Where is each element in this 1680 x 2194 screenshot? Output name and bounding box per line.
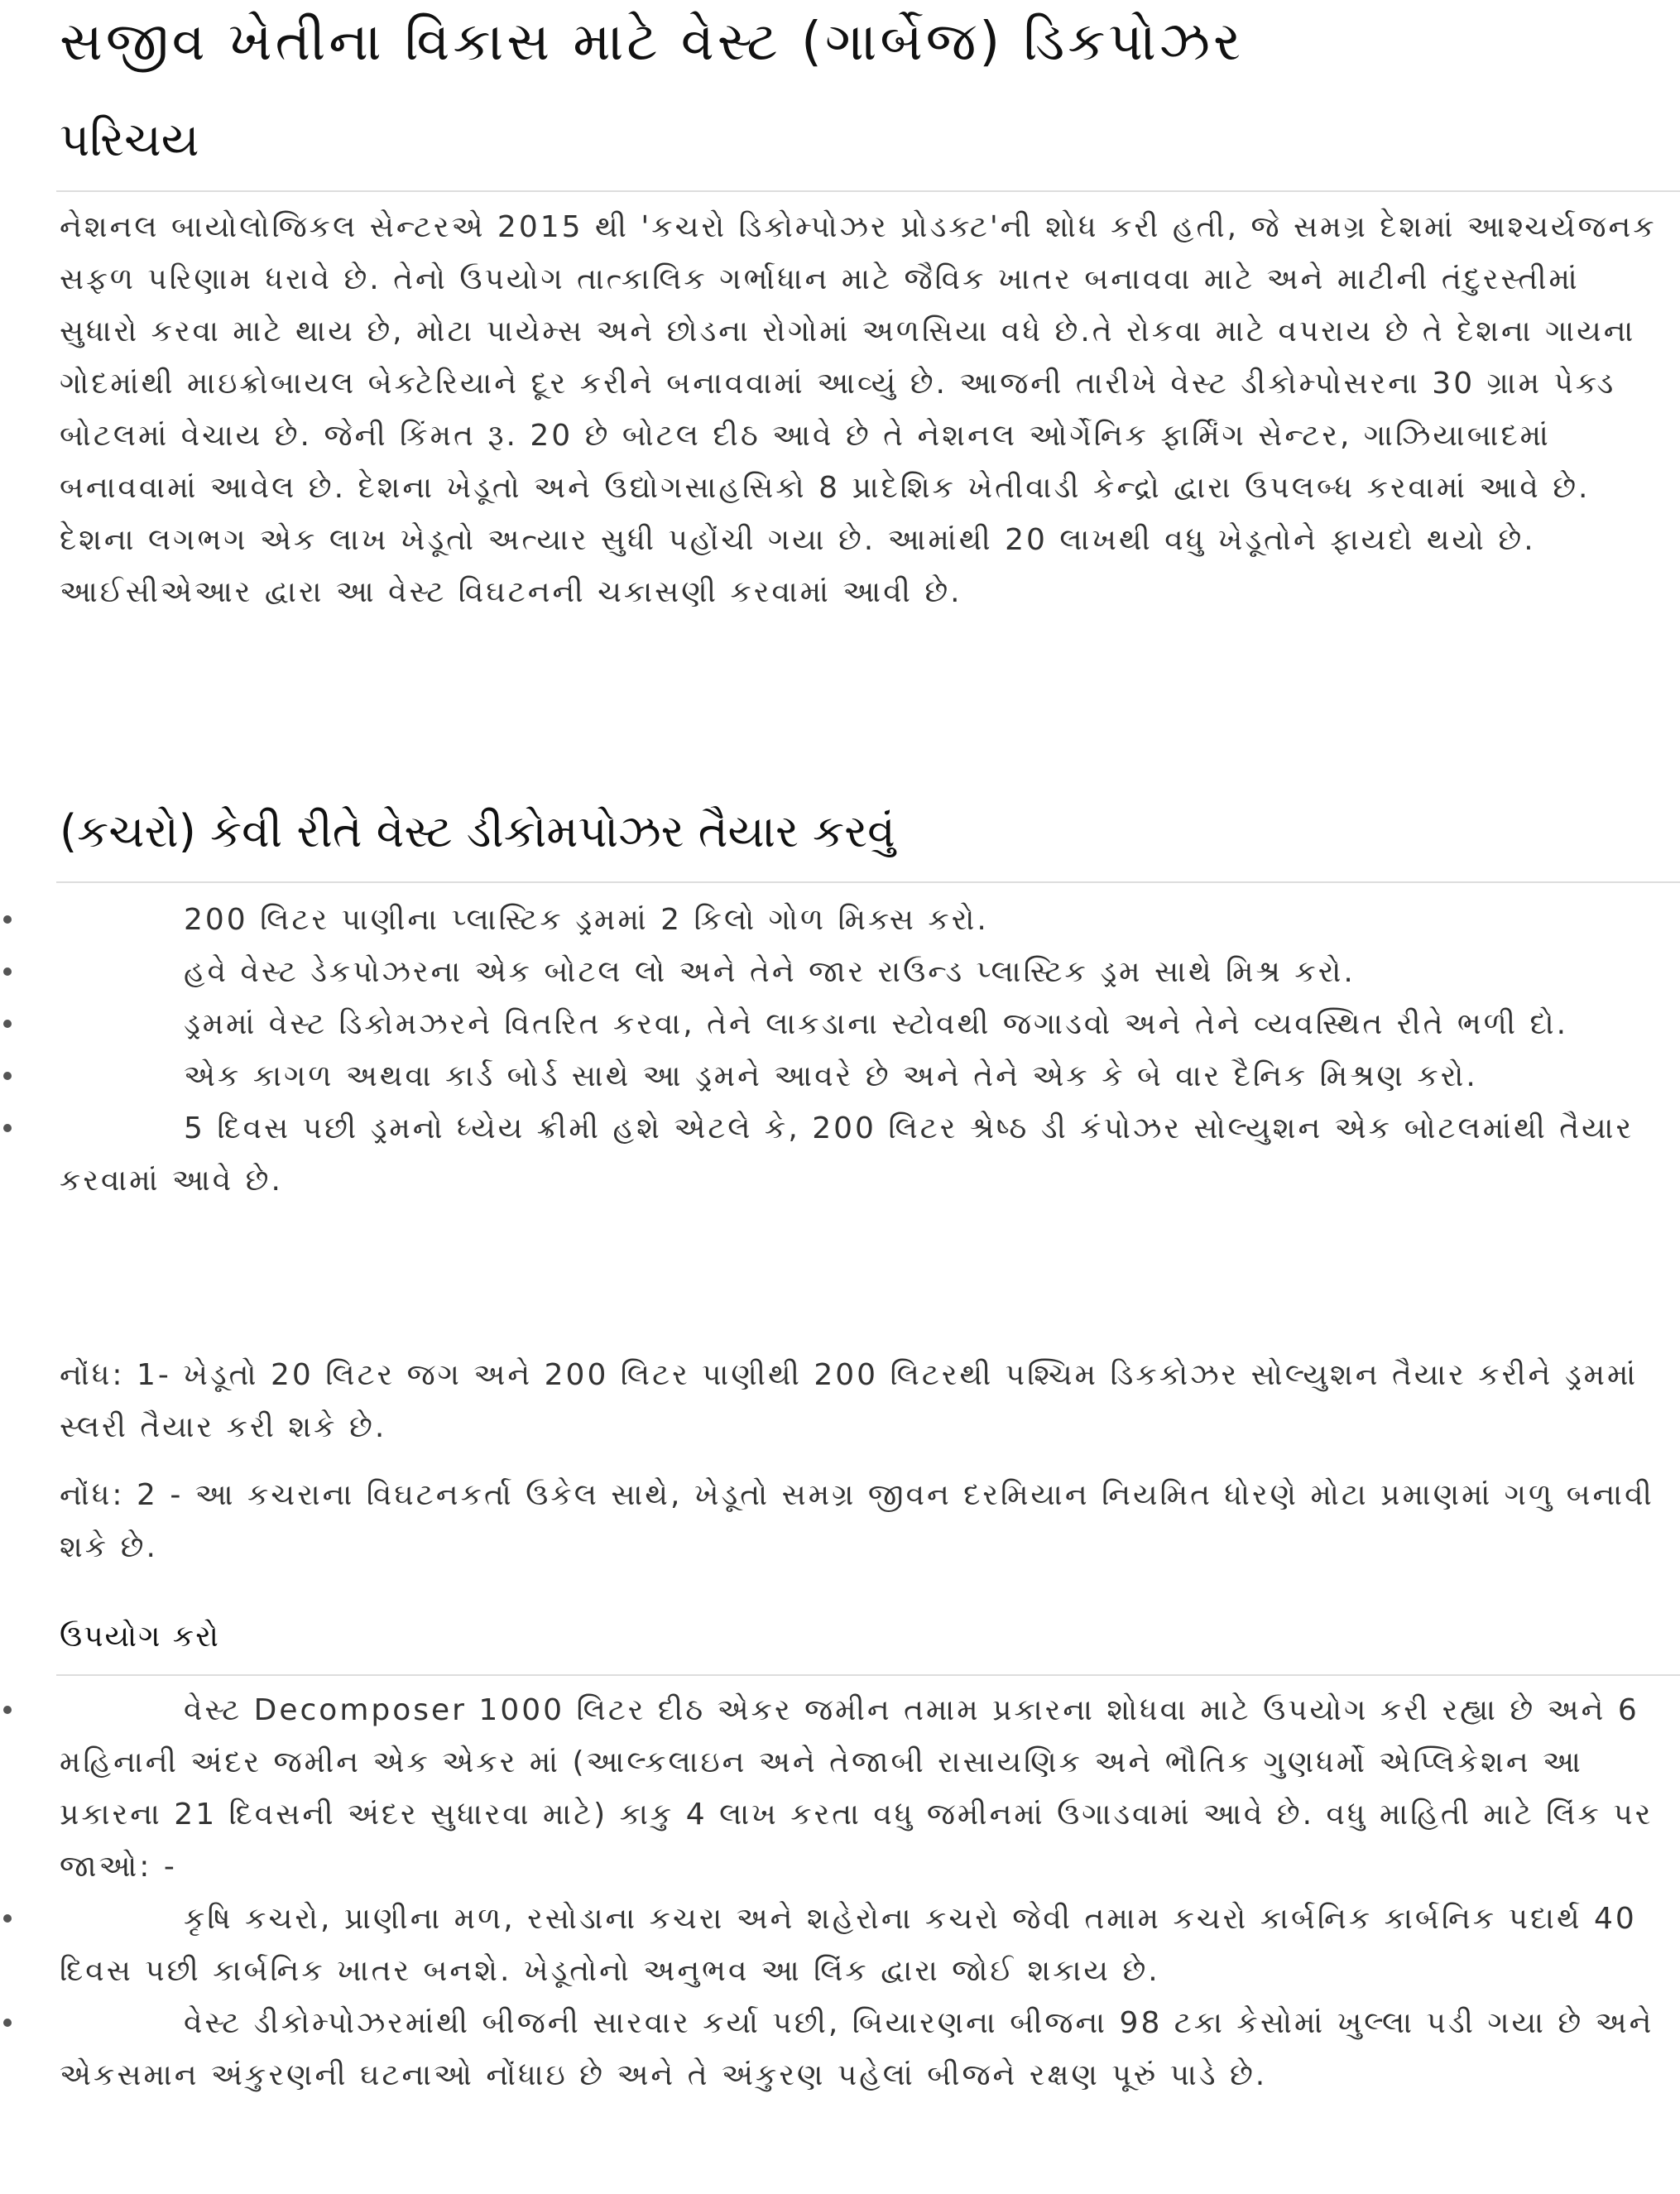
section-divider	[56, 190, 1680, 192]
list-item-text: વેસ્ટ Decomposer 1000 લિટર દીઠ એકર જમીન તમામ પ્રકારના શોધવા માટે ઉપયોગ કરી રહ્યા છે અને 6 મહિનાની અંદર જમીન એક એકર માં (આલ્કલાઇન અને તેજાબી રાસાયણિક અને ભૌતિક ગુણધર્મો એપ્લિકેશન આ પ્રકારના 21 દિવસની અંદર સુધારવા માટે) કાકુ 4 લાખ કરતા વધુ જમીનમાં ઉગાડવામાં આવે છે. વધુ માહિતી માટે લિંક પર જાઓ: -	[60, 1693, 1654, 1884]
list-item-text: 200 લિટર પાણીના પ્લાસ્ટિક ડ્રમમાં 2 કિલો ગોળ મિક્સ કરો.	[184, 903, 989, 937]
list-item	[0, 1050, 1661, 1102]
section-divider	[56, 1674, 1680, 1676]
list-item-text: એક કાગળ અથવા કાર્ડ બોર્ડ સાથે આ ડ્રમને આવરે છે અને તેને એક કે બે વાર દૈનિક મિશ્રણ કરો.	[184, 1059, 1478, 1093]
list-item	[0, 946, 1661, 998]
note-1: નોંધ: 1- ખેડૂતો 20 લિટર જગ અને 200 લિટર પાણીથી 200 લિટરથી પશ્ચિમ ડિકકોઝર સોલ્યુશન તૈયાર કરીને ડ્રમમાં સ્લરી તૈયાર કરી શકે છે.	[60, 1358, 1639, 1444]
intro-heading: પરિચય	[60, 113, 199, 167]
bullet-icon	[3, 1072, 12, 1080]
list-item-text: ડ્રમમાં વેસ્ટ ડિકોમઝરને વિતરિત કરવા, તેને લાકડાના સ્ટોવથી જગાડવો અને તેને વ્યવસ્થિત રીતે ભળી દો.	[184, 1007, 1569, 1041]
list-item-text: હવે વેસ્ટ ડેકપોઝરના એક બોટલ લો અને તેને જાર રાઉન્ડ પ્લાસ્ટિક ડ્રમ સાથે મિશ્ર કરો.	[184, 955, 1356, 989]
section-divider	[56, 881, 1680, 883]
list-item	[0, 1102, 1661, 1207]
list-item	[0, 1997, 1661, 2101]
list-item-text: કૃષિ કચરો, પ્રાણીના મળ, રસોડાના કચરા અને શહેરોના કચરો જેવી તમામ કચરો કાર્બનિક કાર્બનિક પદાર્થ 40 દિવસ પછી કાર્બનિક ખાતર બનશે. ખેડૂતોનો અનુભવ આ લિંક દ્વારા જોઈ શકાય છે.	[60, 1902, 1637, 1988]
bullet-icon	[3, 1020, 12, 1028]
preparation-heading: (કચરો) કેવી રીતે વેસ્ટ ડીકોમપોઝર તૈયાર કરવું	[60, 805, 895, 857]
list-item-text: 5 દિવસ પછી ડ્રમનો ધ્યેય ક્રીમી હશે એટલે કે, 200 લિટર શ્રેષ્ઠ ડી કંપોઝર સોલ્યુશન એક બોટલમાંથી તૈયાર કરવામાં આવે છે.	[60, 1111, 1634, 1198]
note-2: નોંધ: 2 - આ કચરાના વિઘટનકર્તા ઉકેલ સાથે, ખેડૂતો સમગ્ર જીવન દરમિયાન નિયમિત ધોરણે મોટા પ્રમાણમાં ગળુ બનાવી શકે છે.	[60, 1478, 1654, 1564]
bullet-icon	[3, 915, 12, 924]
bullet-icon	[3, 1124, 12, 1132]
usage-list	[0, 1684, 1680, 2101]
bullet-icon	[3, 2019, 12, 2027]
intro-paragraph: નેશનલ બાયોલોજિકલ સેન્ટરએ 2015 થી 'કચરો ડિકોમ્પોઝર પ્રોડક્ટ'ની શોધ કરી હતી, જે સમગ્ર દેશમાં આશ્ચર્યજનક સફળ પરિણામ ધરાવે છે. તેનો ઉપયોગ તાત્કાલિક ગર્ભાધાન માટે જૈવિક ખાતર બનાવવા માટે અને માટીની તંદુરસ્તીમાં સુધારો કરવા માટે થાય છે, મોટા પાયેમ્સ અને છોડના રોગોમાં અળસિયા વધે છે.તે રોકવા માટે વપરાય છે તે દેશના ગાયના ગોદમાંથી માઇક્રોબાયલ બેક્ટેરિયાને દૂર કરીને બનાવવામાં આવ્યું છે. આજની તારીખે વેસ્ટ ડીકોમ્પોસરના 30 ગ્રામ પેક્ડ બોટલમાં વેચાય છે. જેની કિંમત રૂ. 20 છે બોટલ દીઠ આવે છે તે નેશનલ ઓર્ગેનિક ફાર્મિંગ સેન્ટર, ગાઝિયાબાદમાં બનાવવામાં આવેલ છે. દેશના ખેડૂતો અને ઉદ્યોગસાહસિકો 8 પ્રાદેશિક ખેતીવાડી કેન્દ્રો દ્વારા ઉપલબ્ધ કરવામાં આવે છે. દેશના લગભગ એક લાખ ખેડૂતો અત્યાર સુધી પહોંચી ગયા છે. આમાંથી 20 લાખથી વધુ ખેડૂતોને ફાયદો થયો છે. આઈસીએઆર દ્વારા આ વેસ્ટ વિઘટનની ચકાસણી કરવામાં આવી છે.	[60, 210, 1657, 609]
bullet-icon	[3, 967, 12, 976]
preparation-steps	[0, 894, 1680, 1207]
list-item	[0, 894, 1661, 946]
bullet-icon	[3, 1914, 12, 1923]
page-title: સજીવ ખેતીના વિકાસ માટે વેસ્ટ (ગાર્બેજ) ડિકપોઝર	[60, 12, 1245, 73]
list-item	[0, 1684, 1661, 1893]
usage-heading: ઉપયોગ કરો	[60, 1620, 220, 1654]
list-item	[0, 998, 1661, 1050]
list-item-text: વેસ્ટ ડીકોમ્પોઝરમાંથી બીજની સારવાર કર્યા પછી, બિયારણના બીજના 98 ટકા કેસોમાં ખુલ્લા પડી ગયા છે અને એકસમાન અંકુરણની ઘટનાઓ નોંધાઇ છે અને તે અંકુરણ પહેલાં બીજને રક્ષણ પૂરું પાડે છે.	[60, 2006, 1654, 2092]
bullet-icon	[3, 1706, 12, 1714]
list-item	[0, 1893, 1661, 1997]
